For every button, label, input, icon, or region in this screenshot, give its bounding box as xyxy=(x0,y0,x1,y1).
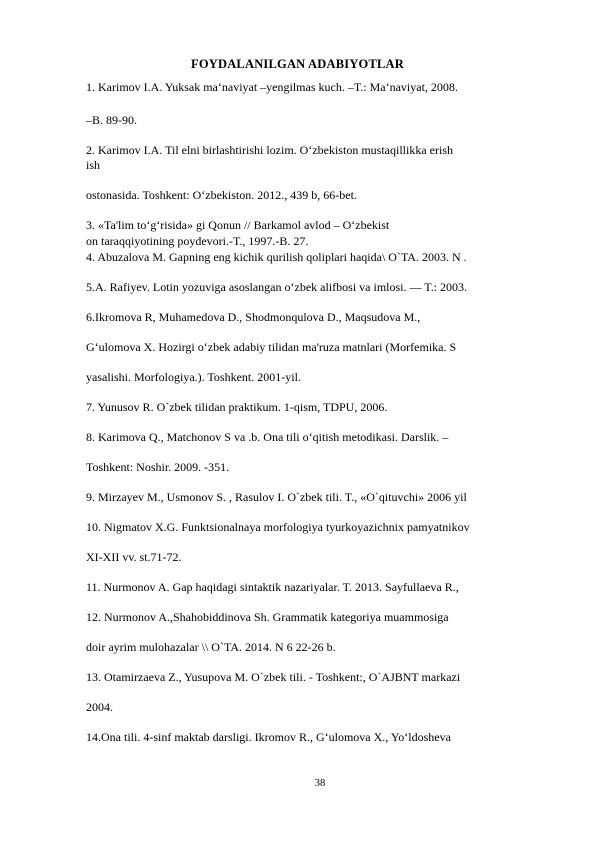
reference-line: 3. «Ta'lim to‘g‘risida» gi Qonun // Barkamol avlod – O‘zbekist xyxy=(86,218,390,232)
reference-line: yasalishi. Morfologiya.). Toshkent. 2001-yil. xyxy=(86,370,301,384)
reference-line: 1. Karimov I.A. Yuksak ma‘naviyat –yengilmas kuch. –T.: Ma‘naviyat, 2008. xyxy=(86,80,458,94)
reference-line: on taraqqiyotining poydevori.-T., 1997.-B. 27. xyxy=(86,234,309,248)
reference-line: ostonasida. Toshkent: O‘zbekiston. 2012., 439 b, 66-bet. xyxy=(86,188,357,202)
reference-line: XI-XII vv. st.71-72. xyxy=(86,550,182,564)
reference-line: 4. Abuzalova M. Gapning eng kichik qurilish qoliplari haqida\ O`TA. 2003. N . xyxy=(86,250,467,264)
page-title: FOYDALANILGAN ADABIYOTLAR xyxy=(190,57,404,71)
reference-line: –B. 89-90. xyxy=(86,113,137,127)
reference-line: ish xyxy=(86,158,101,172)
reference-line: 6.Ikromova R, Muhamedova D., Shodmonqulova D., Maqsudova M., xyxy=(86,310,421,324)
reference-line: 14.Ona tili. 4-sinf maktab darsligi. Ikromov R., G‘ulomova X., Yo‘ldosheva xyxy=(86,730,451,744)
reference-line: 7. Yunusov R. O`zbek tilidan praktikum. 1-qism, TDPU, 2006. xyxy=(86,400,388,414)
reference-line: 12. Nurmonov A.,Shahobiddinova Sh. Grammatik kategoriya muammosiga xyxy=(86,610,449,624)
reference-line: 13. Otamirzaeva Z., Yusupova M. O`zbek tili. - Toshkent:, O`AJBNT markazi xyxy=(86,670,461,684)
reference-line: 8. Karimova Q., Matchonov S va .b. Ona tili o‘qitish metodikasi. Darslik. – xyxy=(86,430,449,444)
reference-line: 11. Nurmonov A. Gap haqidagi sintaktik nazariyalar. T. 2013. Sayfullaeva R., xyxy=(86,580,459,594)
reference-line: Toshkent: Noshir. 2009. -351. xyxy=(86,460,230,474)
reference-line: 9. Mirzayev M., Usmonov S. , Rasulov I. O`zbek tili. T., «O`qituvchi» 2006 yil xyxy=(86,490,467,504)
reference-line: doir ayrim mulohazalar \\ O`TA. 2014. N 6 22-26 b. xyxy=(86,640,336,654)
reference-line: G‘ulomova X. Hozirgi o‘zbek adabiy tilidan ma'ruza matnlari (Morfemika. S xyxy=(86,340,457,354)
page-number: 38 xyxy=(314,778,326,789)
reference-line: 2004. xyxy=(86,700,113,714)
reference-line: 10. Nigmatov X.G. Funktsionalnaya morfologiya tyurkoyazichnix pamyatnikov xyxy=(86,520,470,534)
reference-line: 2. Karimov I.A. Til elni birlashtirishi lozim. O‘zbekiston mustaqillikka erish xyxy=(86,143,453,157)
reference-line: 5.A. Rafiyev. Lotin yozuviga asoslangan o‘zbek alifbosi va imlosi. — T.: 2003. xyxy=(86,280,468,294)
